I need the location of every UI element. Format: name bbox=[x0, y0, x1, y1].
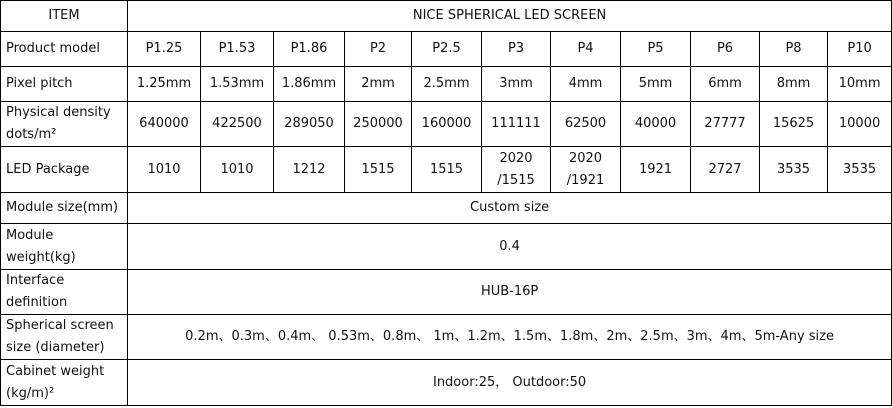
table-cell: 3535 bbox=[828, 147, 892, 193]
merged-value-cell: Indoor:25， Outdoor:50 bbox=[128, 360, 892, 406]
merged-value-cell: 0.2m、0.3m、0.4m、 0.53m、0.8m、 1m、1.2m、1.5m、1.8m、2m、2.5m、3m、4m、5m-Any size bbox=[128, 315, 892, 360]
table-cell: P4 bbox=[551, 32, 621, 67]
table-cell: 15625 bbox=[760, 102, 828, 147]
table-cell: 1515 bbox=[412, 147, 482, 193]
table-cell: P8 bbox=[760, 32, 828, 67]
table-cell: 10mm bbox=[828, 67, 892, 102]
row-label: Pixel pitch bbox=[1, 67, 128, 102]
row-label bbox=[1, 224, 128, 270]
table-cell: P10 bbox=[828, 32, 892, 67]
table-cell: 1.25mm bbox=[128, 67, 201, 102]
row-label-line2: (kg/m)² bbox=[6, 385, 55, 401]
table-cell: 1010 bbox=[128, 147, 201, 193]
row-led-package bbox=[1, 147, 892, 193]
row-label-line2: definition bbox=[6, 295, 68, 310]
row-pixel-pitch bbox=[1, 67, 892, 102]
table-cell: 2mm bbox=[345, 67, 412, 102]
table-cell: P2 bbox=[345, 32, 412, 67]
cell-line2: /1921 bbox=[566, 172, 605, 188]
table-cell bbox=[551, 147, 621, 193]
table-cell: 10000 bbox=[828, 102, 892, 147]
table-cell: 1515 bbox=[345, 147, 412, 193]
table-cell: 1212 bbox=[274, 147, 345, 193]
row-label bbox=[1, 270, 128, 315]
row-label-line1: Spherical screen bbox=[6, 318, 114, 333]
table-cell: 3mm bbox=[482, 67, 551, 102]
table-cell: 4mm bbox=[551, 67, 621, 102]
cell-line1: 2020 bbox=[499, 150, 533, 166]
row-label bbox=[1, 360, 128, 406]
table-cell: 1921 bbox=[621, 147, 691, 193]
table-cell: 422500 bbox=[201, 102, 274, 147]
row-module-size bbox=[1, 193, 892, 224]
table-cell: 1.53mm bbox=[201, 67, 274, 102]
row-label: Module size(mm) bbox=[1, 193, 128, 224]
table-cell: 289050 bbox=[274, 102, 345, 147]
row-label bbox=[1, 102, 128, 147]
table-cell: 2727 bbox=[691, 147, 760, 193]
table-cell: P1.53 bbox=[201, 32, 274, 67]
table-cell: 1010 bbox=[201, 147, 274, 193]
merged-value-cell: HUB-16P bbox=[128, 270, 892, 315]
merged-value-cell: Custom size bbox=[128, 193, 892, 224]
row-module-weight bbox=[1, 224, 892, 270]
row-label-line2: size (diameter) bbox=[6, 340, 105, 355]
table-cell: 111111 bbox=[482, 102, 551, 147]
header-title: NICE SPHERICAL LED SCREEN bbox=[128, 1, 892, 32]
merged-value-cell: 0.4 bbox=[128, 224, 892, 270]
row-label-line1: Module bbox=[6, 227, 54, 243]
row-label-line2: dots/m² bbox=[6, 127, 57, 142]
table-cell: 160000 bbox=[412, 102, 482, 147]
table-cell: P6 bbox=[691, 32, 760, 67]
header-row bbox=[1, 1, 892, 32]
table-cell: 8mm bbox=[760, 67, 828, 102]
row-label-line1: Interface bbox=[6, 273, 65, 288]
row-label-line2: weight(kg) bbox=[6, 249, 76, 265]
cell-line2: /1515 bbox=[497, 172, 535, 188]
header-item: ITEM bbox=[1, 1, 128, 32]
table-cell: 27777 bbox=[691, 102, 760, 147]
table-cell: P1.86 bbox=[274, 32, 345, 67]
table-cell: P5 bbox=[621, 32, 691, 67]
table-cell: P3 bbox=[482, 32, 551, 67]
table-cell: 40000 bbox=[621, 102, 691, 147]
row-cabinet-weight bbox=[1, 360, 892, 406]
table-cell: 250000 bbox=[345, 102, 412, 147]
row-sphere-size bbox=[1, 315, 892, 360]
row-product-model bbox=[1, 32, 892, 67]
table-cell bbox=[482, 147, 551, 193]
table-cell: 6mm bbox=[691, 67, 760, 102]
table-cell: 5mm bbox=[621, 67, 691, 102]
row-label-line1: Cabinet weight bbox=[6, 363, 105, 379]
table-cell: P2.5 bbox=[412, 32, 482, 67]
table-cell: 62500 bbox=[551, 102, 621, 147]
row-physical-density bbox=[1, 102, 892, 147]
cell-line1: 2020 bbox=[568, 150, 603, 166]
row-interface bbox=[1, 270, 892, 315]
row-label: LED Package bbox=[1, 147, 128, 193]
row-label bbox=[1, 315, 128, 360]
table-cell: P1.25 bbox=[128, 32, 201, 67]
table-cell: 1.86mm bbox=[274, 67, 345, 102]
table-cell: 640000 bbox=[128, 102, 201, 147]
table-cell: 2.5mm bbox=[412, 67, 482, 102]
row-label-line1: Physical density bbox=[6, 105, 111, 120]
row-label: Product model bbox=[1, 32, 128, 67]
table-cell: 3535 bbox=[760, 147, 828, 193]
